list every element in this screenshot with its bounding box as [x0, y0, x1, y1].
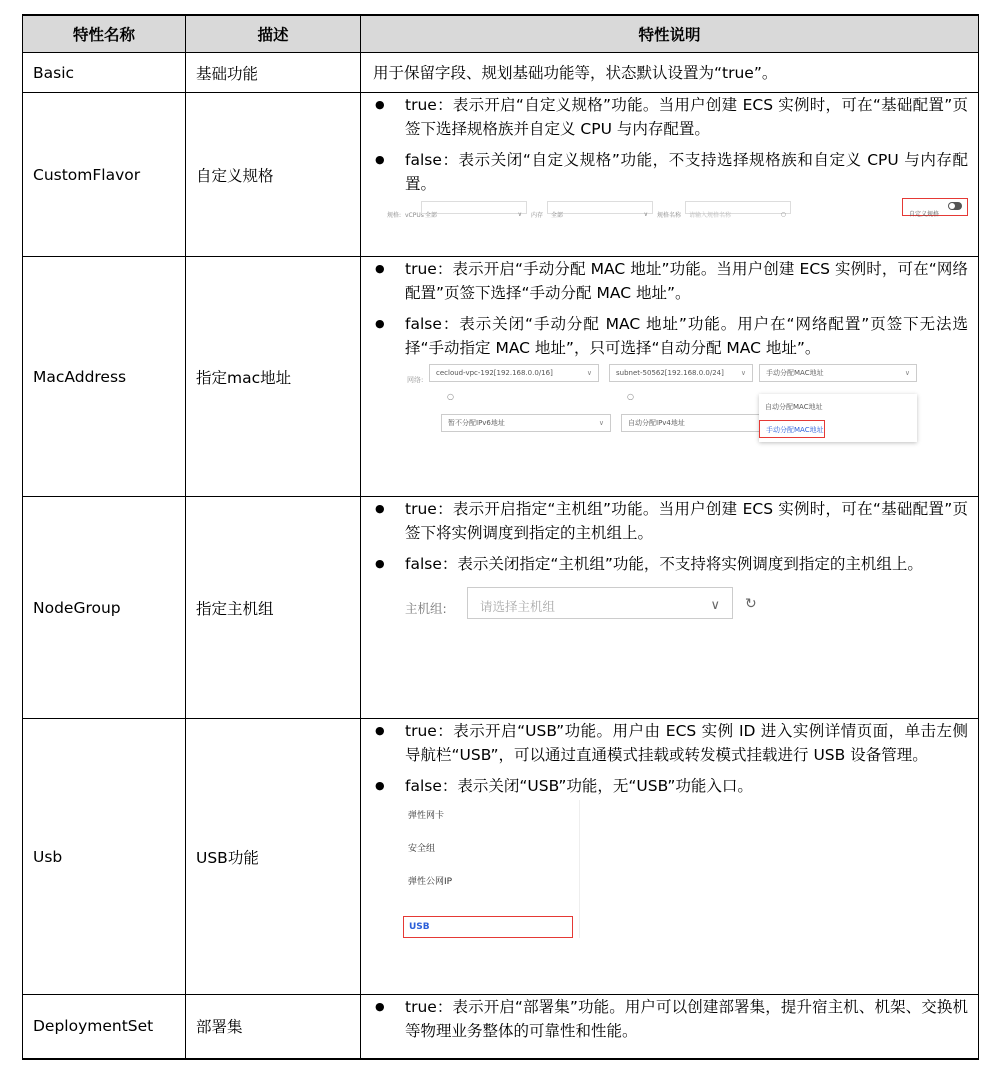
- refresh-icon[interactable]: ○: [627, 392, 634, 401]
- row-deploymentset: [23, 995, 979, 1059]
- flavor-name-input[interactable]: 请输入规格名称 ○: [685, 201, 791, 214]
- custom-flavor-screenshot: [371, 198, 968, 220]
- bullet-false: ● false：表示关闭“手动分配 MAC 地址”功能。用户在“网络配置”页签下无法选择“手动指定 MAC 地址”，只可选择“自动分配 MAC 地址”。: [371, 312, 968, 360]
- option-manual-mac[interactable]: 手动分配MAC地址: [759, 420, 825, 438]
- row-basic: [23, 53, 979, 93]
- custom-flavor-toggle[interactable]: [902, 198, 968, 216]
- cell-name: Usb: [23, 719, 186, 995]
- row-macaddress: [23, 257, 979, 497]
- bullet-true: ● true：表示开启“自定义规格”功能。当用户创建 ECS 实例时，可在“基础配置”页签下选择规格族并自定义 CPU 与内存配置。: [371, 93, 968, 141]
- usb-nav-screenshot: [403, 800, 581, 938]
- vcpus-label: vCPUs: [405, 212, 424, 219]
- cell-detail: [361, 497, 979, 719]
- nav-item-eni[interactable]: 弹性网卡: [408, 811, 445, 821]
- bullet-false: ● false：表示关闭“USB”功能，无“USB”功能入口。: [371, 774, 968, 798]
- mac-mode-select[interactable]: 手动分配MAC地址 ∨: [759, 364, 917, 382]
- nav-item-security-group[interactable]: 安全组: [408, 844, 436, 854]
- memory-select[interactable]: 全部 ∨: [547, 201, 653, 214]
- node-group-label: 主机组:: [405, 601, 447, 616]
- flavor-name-label: 规格名称: [657, 212, 682, 219]
- option-auto-mac[interactable]: 自动分配MAC地址: [765, 403, 823, 411]
- bullet-true: ● true：表示开启“手动分配 MAC 地址”功能。当用户创建 ECS 实例时，可在“网络配置”页签下选择“手动分配 MAC 地址”。: [371, 257, 968, 305]
- cell-name: DeploymentSet: [23, 995, 186, 1059]
- nav-item-eip[interactable]: 弹性公网IP: [408, 877, 453, 887]
- chevron-down-icon: ∨: [710, 598, 720, 613]
- node-group-screenshot: [371, 583, 968, 639]
- cell-desc: 基础功能: [186, 53, 361, 93]
- bullet-false: ● false：表示关闭指定“主机组”功能，不支持将实例调度到指定的主机组上。: [371, 552, 968, 576]
- spec-label: 规格:: [387, 212, 402, 219]
- bullet-false: ● false：表示关闭“自定义规格”功能，不支持选择规格族和自定义 CPU 与内存配置。: [371, 148, 968, 196]
- cell-name: MacAddress: [23, 257, 186, 497]
- network-label: 网络:: [407, 376, 424, 384]
- cell-desc: 指定主机组: [186, 497, 361, 719]
- cell-name: CustomFlavor: [23, 93, 186, 257]
- switch-icon: [948, 202, 962, 210]
- bullet-true: ● true：表示开启指定“主机组”功能。当用户创建 ECS 实例时，可在“基础配置”页签下将实例调度到指定的主机组上。: [371, 497, 968, 545]
- refresh-icon[interactable]: ↻: [745, 596, 757, 612]
- refresh-icon: ○: [780, 211, 786, 218]
- row-customflavor: [23, 93, 979, 257]
- memory-label: 内存: [531, 212, 544, 219]
- cell-detail: [361, 995, 979, 1059]
- header-feature-detail: 特性说明: [361, 15, 979, 53]
- vpc-select[interactable]: cecloud-vpc-192[192.168.0.0/16] ∨: [429, 364, 599, 382]
- node-group-select[interactable]: [467, 587, 733, 619]
- toggle-label: 自定义规格: [909, 211, 940, 218]
- row-nodegroup: [23, 497, 979, 719]
- cell-name: Basic: [23, 53, 186, 93]
- header-description: 描述: [186, 15, 361, 53]
- cell-name: NodeGroup: [23, 497, 186, 719]
- cell-desc: 部署集: [186, 995, 361, 1059]
- cell-detail: [361, 93, 979, 257]
- ipv6-select[interactable]: 暂不分配IPv6地址 ∨: [441, 414, 611, 432]
- cell-detail: [361, 257, 979, 497]
- mac-dropdown: [759, 394, 917, 442]
- cell-desc: USB功能: [186, 719, 361, 995]
- header-feature-name: 特性名称: [23, 15, 186, 53]
- vcpus-select[interactable]: 全部 ∨: [421, 201, 527, 214]
- cell-desc: 指定mac地址: [186, 257, 361, 497]
- cell-detail: [361, 719, 979, 995]
- mac-address-screenshot: [371, 364, 968, 442]
- nav-item-usb[interactable]: USB: [403, 916, 573, 938]
- cell-detail: 用于保留字段、规划基础功能等，状态默认设置为“true”。: [361, 53, 979, 93]
- subnet-select[interactable]: subnet-50562[192.168.0.0/24] ∨: [609, 364, 753, 382]
- refresh-icon[interactable]: ○: [447, 392, 454, 401]
- header-row: [23, 15, 979, 53]
- node-group-placeholder: 请选择主机组: [480, 599, 556, 614]
- cell-desc: 自定义规格: [186, 93, 361, 257]
- row-usb: [23, 719, 979, 995]
- ipv4-select[interactable]: 自动分配IPv4地址: [621, 414, 781, 432]
- bullet-true: ● true：表示开启“部署集”功能。用户可以创建部署集，提升宿主机、机架、交换机等物理业务整体的可靠性和性能。: [371, 995, 968, 1043]
- bullet-true: ● true：表示开启“USB”功能。用户由 ECS 实例 ID 进入实例详情页面，单击左侧导航栏“USB”，可以通过直通模式挂载或转发模式挂载进行 USB 设备管理。: [371, 719, 968, 767]
- divider: [579, 800, 580, 938]
- feature-table: [22, 14, 979, 1060]
